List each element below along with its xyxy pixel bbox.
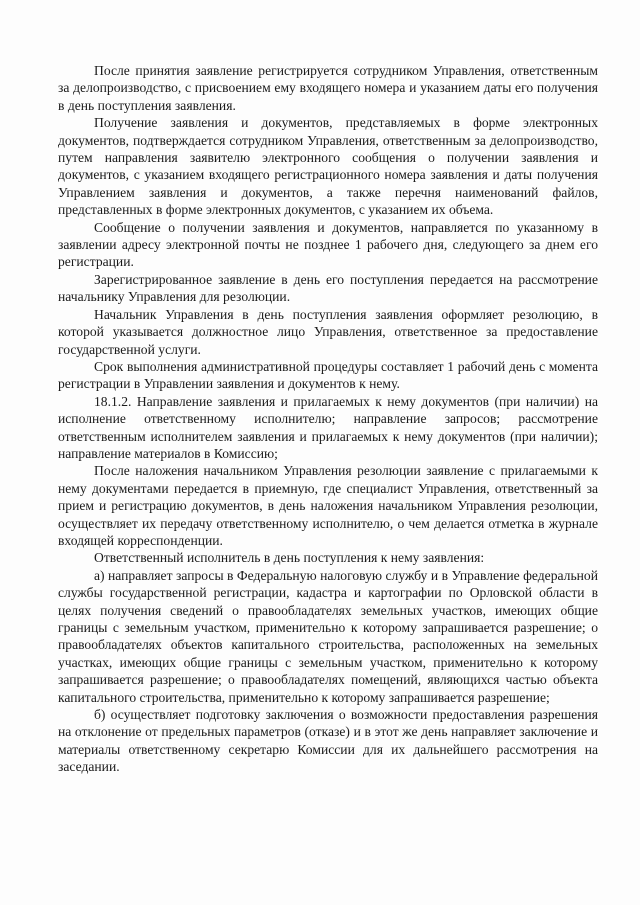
paragraph-registration: После принятия заявление регистрируется сотрудником Управления, ответственным за делопроизводство, с присвоением ему входящего номера и указанием даты его получения в день поступления заявления. (58, 63, 598, 113)
paragraph-after-resolution: После наложения начальником Управления резолюции заявление с прилагаемыми к нему документами передается в приемную, где специалист Управления, ответственный за прием и регистрацию документов, в день наложения начальником Управления резолюции, осуществляет их передачу ответственному исполнителю, о чем делается отметка в журнале входящей корреспонденции. (58, 463, 598, 548)
paragraph-section-18-1-2: 18.1.2. Направление заявления и прилагаемых к нему документов (при наличии) на исполнение ответственному исполнителю; направление запросов; рассмотрение ответственным исполнителем заявления и прилагаемых к нему документов (при наличии); направление материалов в Комиссию; (58, 393, 598, 461)
paragraph-item-b: б) осуществляет подготовку заключения о возможности предоставления разрешения на отклонение от предельных параметров (отказе) и в этот же день направляет заключение и материалы ответственному секретарю Комиссии для их дальнейшего рассмотрения на заседании. (58, 707, 598, 775)
paragraph-executor-intro: Ответственный исполнитель в день поступления к нему заявления: (94, 550, 485, 566)
paragraph-deadline: Срок выполнения административной процедуры составляет 1 рабочий день с момента регистрации в Управлении заявления и документов к нему. (58, 358, 598, 392)
paragraph-electronic-receipt: Получение заявления и документов, представляемых в форме электронных документов, подтверждается сотрудником Управления, ответственным за делопроизводство, путем направления заявителю электронного сообщения о получении заявления и документов, с указанием входящего регистрационного номера заявления и даты получения Управлением заявления и документов, а также перечня наименований файлов, представленных в форме электронных документов, с указанием их объема. (58, 115, 598, 218)
paragraph-notification: Сообщение о получении заявления и документов, направляется по указанному в заявлении адресу электронной почты не позднее 1 рабочего дня, следующего за днем его регистрации. (58, 219, 598, 270)
paragraph-item-a: а) направляет запросы в Федеральную налоговую службу и в Управление федеральной службы государственной регистрации, кадастра и картографии по Орловской области в целях получения сведений о правообладателях земельных участков, имеющих общие границы с земельным участком, применительно к которому запрашивается разрешение; о правообладателях объектов капитального строительства, расположенных на земельных участках, имеющих общие границы с земельным участком, применительно к которому запрашивается разрешение; о правообладателях помещений, являющихся частью объекта капитального строительства, применительно к которому запрашивается разрешение; (58, 567, 598, 705)
paragraph-transfer-to-head: Зарегистрированное заявление в день его поступления передается на рассмотрение начальнику Управления для резолюции. (58, 271, 598, 305)
document-body (58, 62, 598, 776)
paragraph-resolution: Начальник Управления в день поступления заявления оформляет резолюцию, в которой указывается должностное лицо Управления, ответственное за предоставление государственной услуги. (58, 306, 598, 357)
